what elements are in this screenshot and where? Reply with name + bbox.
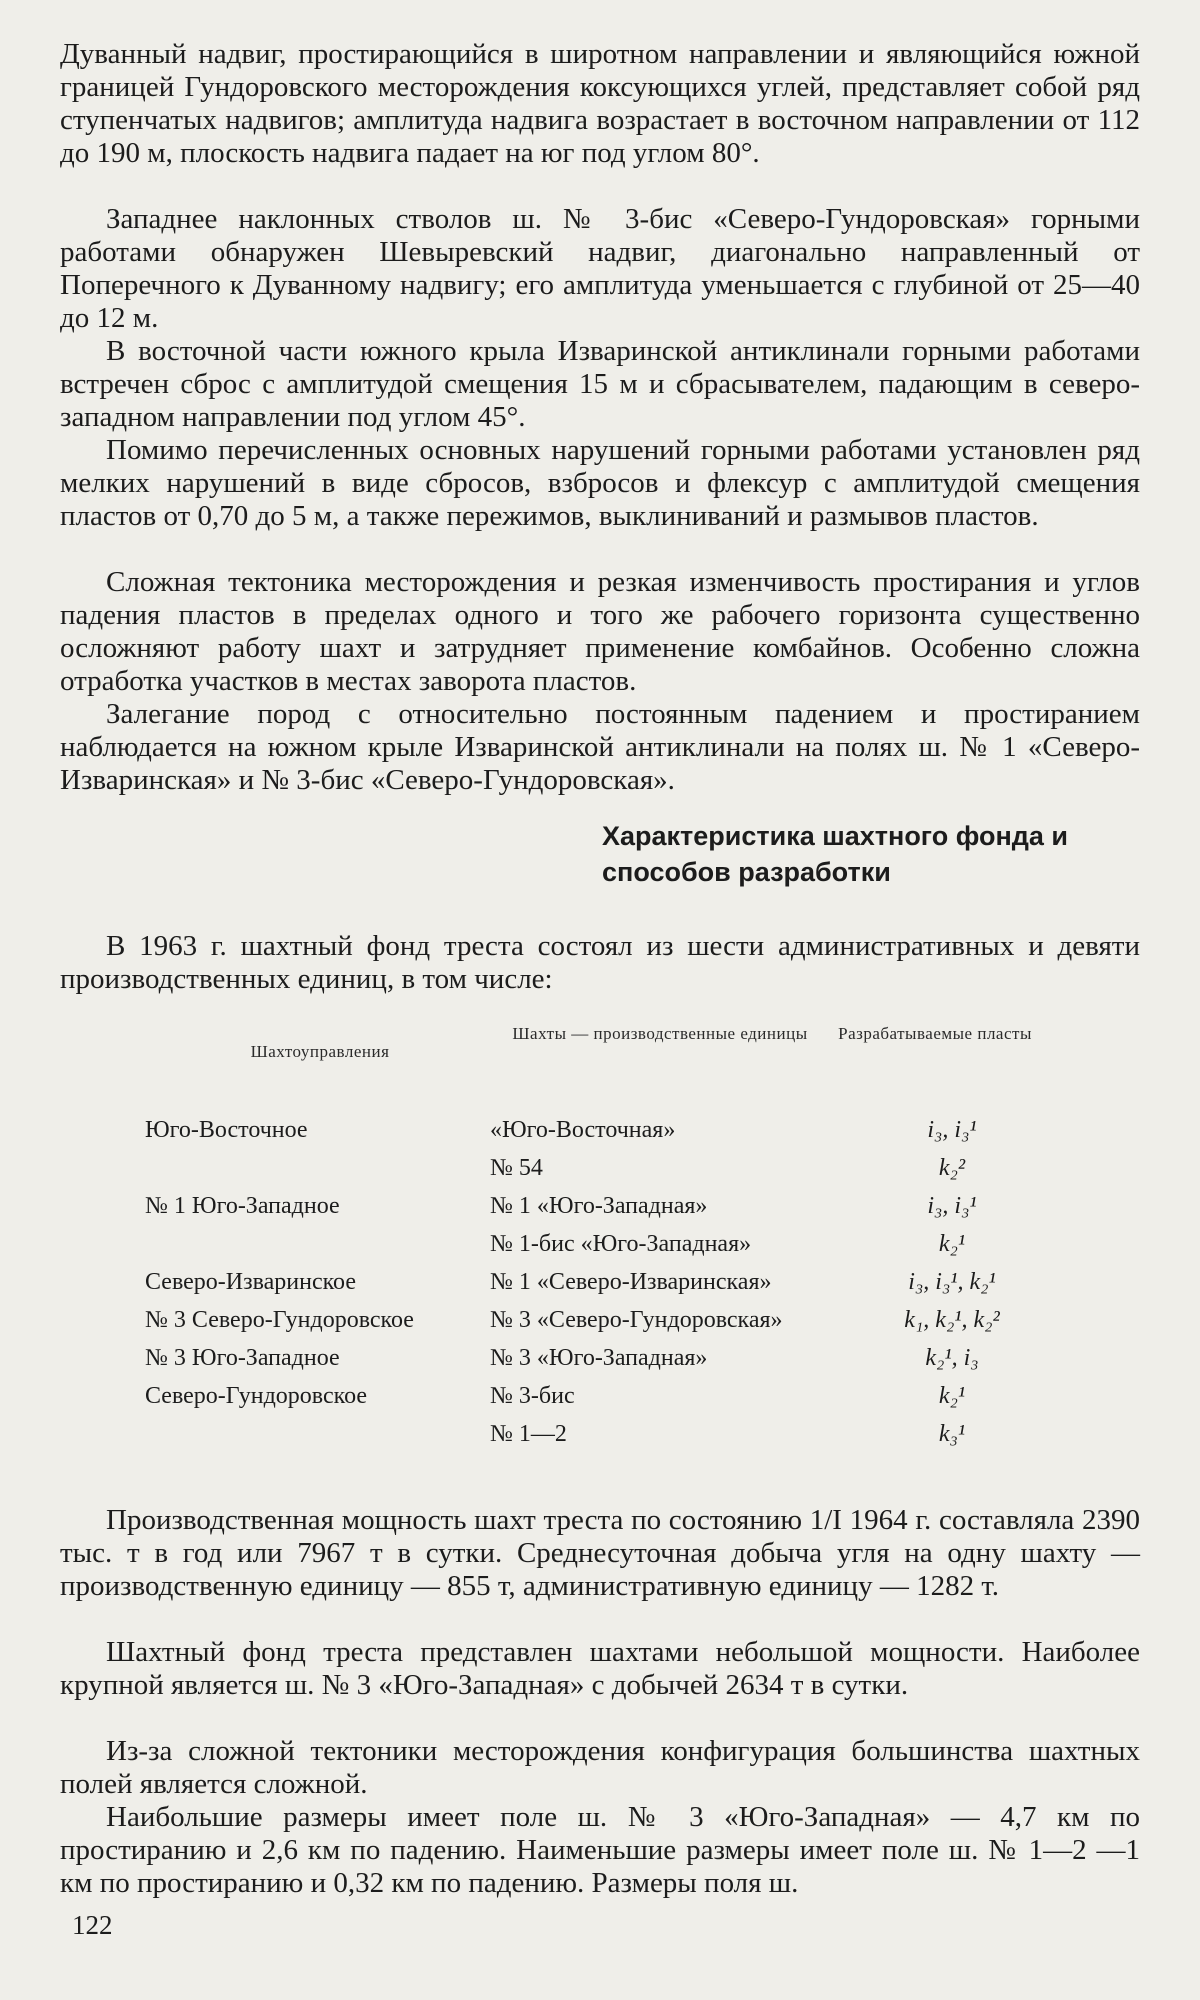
table-cell-mine: № 3-бис	[490, 1383, 575, 1409]
table-cell-mine: № 3 «Северо-Гундоровская»	[490, 1307, 783, 1333]
paragraph-field-sizes: Наибольшие размеры имеет поле ш. № 3 «Юго-Западная» — 4,7 км по простиранию и 2,6 км по падению. Наименьшие размеры имеет поле ш. № 1—2 —1 км по простиранию и 0,32 км по падению. Размеры поля ш.	[60, 1801, 1140, 1899]
table-cell-seams: k₁, k₂¹, k₂²	[904, 1307, 1000, 1333]
paragraph-mine-fund: Шахтный фонд треста представлен шахтами небольшой мощности. Наиболее крупной является ш. № 3 «Юго-Западная» с добычей 2634 т в сутки.	[60, 1636, 1140, 1701]
table-cell-admin: Юго-Восточное	[145, 1117, 308, 1143]
table-cell-seams: i₃, i₃¹, k₂¹	[908, 1269, 996, 1295]
paragraph-shevyrevsky-thrust: Западнее наклонных стволов ш. № 3-бис «Северо-Гундоровская» горными работами обнаружен Шевыревский надвиг, диагонально направленный от Поперечного к Дуванному надвигу; его амплитуда уменьшается с глубиной от 25—40 до 12 м.	[60, 203, 1140, 334]
table-cell-mine: № 1 «Северо-Изваринская»	[490, 1269, 772, 1295]
table-cell-admin: Северо-Изваринское	[145, 1269, 356, 1295]
table-cell-mine: «Юго-Восточная»	[490, 1117, 676, 1143]
table-cell-seams: k₂¹	[938, 1383, 966, 1409]
table-cell-seams: i₃, i₃¹	[927, 1193, 977, 1219]
table-cell-admin: № 1 Юго-Западное	[145, 1193, 340, 1219]
paragraph-intro: В 1963 г. шахтный фонд треста состоял из шести административных и девяти производственных единиц, в том числе:	[60, 930, 1140, 995]
table-cell-seams: k₂¹, i₃	[925, 1345, 979, 1371]
table-cell-seams: k₃¹	[938, 1421, 966, 1447]
section-heading: Характеристика шахтного фонда и способов разработки	[602, 821, 1069, 887]
paragraph-bedding: Залегание пород с относительно постоянным падением и простиранием наблюдается на южном крыле Изваринской антиклинали на полях ш. № 1 «Северо-Изваринская» и № 3-бис «Северо-Гундоровская».	[60, 698, 1140, 796]
table-header-seams: Разрабатываемые пласты	[838, 1024, 1032, 1043]
table-cell-admin: № 3 Северо-Гундоровское	[145, 1307, 414, 1333]
table-header-mines: Шахты — производственные единицы	[512, 1024, 808, 1043]
paragraph-complex-tectonics: Сложная тектоника месторождения и резкая изменчивость простирания и углов падения пластов в пределах одного и того же рабочего горизонта существенно осложняют работу шахт и затрудняет применение комбайнов. Особенно сложна отработка участков в местах заворота пластов.	[60, 566, 1140, 697]
table-cell-admin: № 3 Юго-Западное	[145, 1345, 340, 1371]
paragraph-eastern-fault: В восточной части южного крыла Изваринской антиклинали горными работами встречен сброс с амплитудой смещения 15 м и сбрасывателем, падающим в северо-западном направлении под углом 45°.	[60, 335, 1140, 433]
table-header-admin: Шахтоуправления	[250, 1042, 390, 1061]
table-cell-admin: Северо-Гундоровское	[145, 1383, 368, 1409]
table-cell-mine: № 3 «Юго-Западная»	[490, 1345, 708, 1371]
paragraph-duvanny-thrust: Дуванный надвиг, простирающийся в широтном направлении и являющийся южной границей Гундоровского месторождения коксующихся углей, представляет собой ряд ступенчатых надвигов; амплитуда надвига возрастает в восточном направлении от 112 до 190 м, плоскость надвига падает на юг под углом 80°.	[60, 38, 1140, 169]
table-cell-seams: k₂²	[938, 1155, 966, 1181]
paragraph-minor-faults: Помимо перечисленных основных нарушений горными работами установлен ряд мелких нарушений в виде сбросов, взбросов и флексур с амплитудой смещения пластов от 0,70 до 5 м, а также пережимов, выклиниваний и размывов пластов.	[60, 434, 1140, 532]
table-cell-mine: № 1 «Юго-Западная»	[490, 1193, 708, 1219]
paragraph-capacity: Производственная мощность шахт треста по состоянию 1/I 1964 г. составляла 2390 тыс. т в год или 7967 т в сутки. Среднесуточная добыча угля на одну шахту — производственную единицу — 855 т, административную единицу — 1282 т.	[60, 1504, 1140, 1602]
table-cell-seams: i₃, i₃¹	[927, 1117, 977, 1143]
table-cell-mine: № 1—2	[490, 1421, 567, 1447]
table-cell-seams: k₂¹	[938, 1231, 966, 1257]
table-cell-mine: № 1-бис «Юго-Западная»	[490, 1231, 752, 1257]
table-cell-mine: № 54	[490, 1155, 543, 1181]
paragraph-configuration: Из-за сложной тектоники месторождения конфигурация большинства шахтных полей является сложной.	[60, 1735, 1140, 1800]
page-number: 122	[72, 1910, 113, 1940]
